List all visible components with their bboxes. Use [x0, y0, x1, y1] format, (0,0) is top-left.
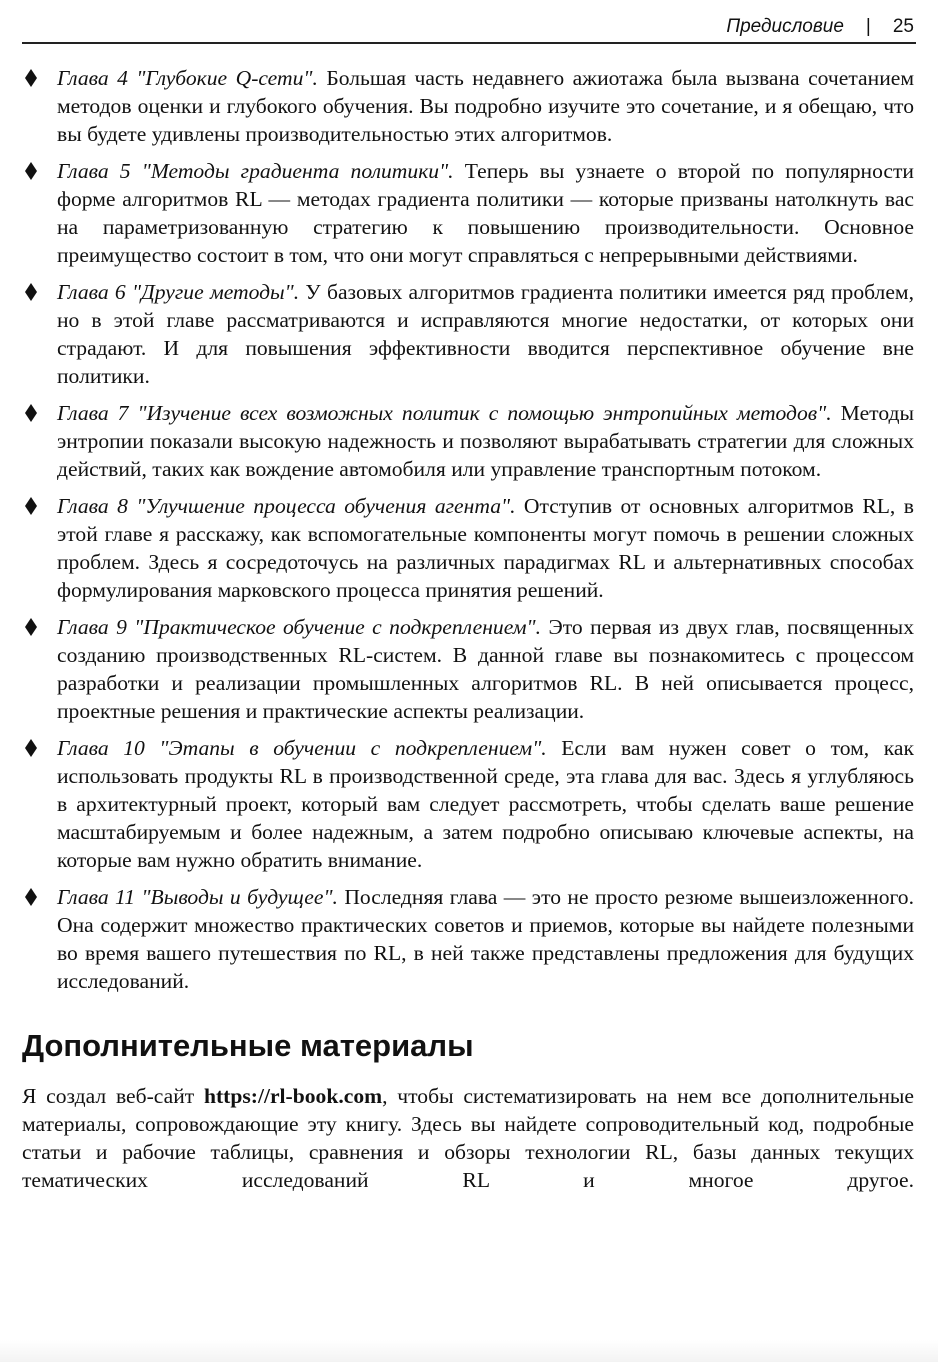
chapter-title: Глава 9 "Практическое обучение с подкреплением". [57, 615, 542, 639]
diamond-bullet-icon [24, 496, 38, 516]
chapter-title: Глава 4 "Глубокие Q-сети". [57, 66, 318, 90]
chapter-description: У базовых алгоритмов градиента политики имеется ряд проблем, но в этой главе рассматриваются и исправляются многие недостатки, от которых они страдают. И для повышения эффективности вводится перспективное обучение вне политики. [57, 280, 914, 388]
chapter-title: Глава 8 "Улучшение процесса обучения агента". [57, 494, 516, 518]
chapter-description: Методы энтропии показали высокую надежность и позволяют вырабатывать стратегии для сложных действий, таких как вождение автомобиля или управление транспортным потоком. [57, 401, 914, 481]
chapter-title: Глава 10 "Этапы в обучении с подкреплением". [57, 736, 547, 760]
chapter-item-4 [22, 64, 914, 148]
running-header [22, 0, 916, 44]
diamond-bullet-icon [24, 403, 38, 423]
diamond-bullet-icon [24, 282, 38, 302]
diamond-bullet-icon [24, 887, 38, 907]
section-heading: Дополнительные материалы [22, 1028, 474, 1063]
chapter-item-6 [22, 278, 914, 390]
chapter-item-8 [22, 492, 914, 604]
page-content [22, 64, 914, 1194]
chapter-item-11 [22, 883, 914, 995]
diamond-bullet-icon [24, 68, 38, 88]
paragraph-rest: , чтобы систематизировать на нем все дополнительные материалы, сопровождающие эту книгу. Здесь вы найдете сопроводительный код, подробные статьи и рабочие таблицы, сравнения и обзоры технологии RL, базы данных текущих тематических исследований RL и многое другое. [22, 1084, 914, 1192]
page-bottom-edge [0, 1340, 938, 1362]
chapter-description: Большая часть недавнего ажиотажа была вызвана сочетанием методов оценки и глубокого обучения. Вы подробно изучите это сочетание, и я обещаю, что вы будете удивлены производительностью этих алгоритмов. [57, 66, 914, 146]
chapter-item-9 [22, 613, 914, 725]
chapter-item-10 [22, 734, 914, 874]
chapter-item-7 [22, 399, 914, 483]
page-number: 25 [892, 16, 914, 37]
chapter-description: Теперь вы узнаете о второй по популярности форме алгоритмов RL — методах градиента политики — которые призваны натолкнуть вас на параметризованную стратегию к повышению производительности. Основное преимущество состоит в том, что они могут справляться с непрерывными действиями. [57, 159, 914, 267]
chapter-list [22, 64, 914, 995]
chapter-description: Это первая из двух глав, посвященных созданию производственных RL-систем. В данной главе вы познакомитесь с процессом разработки и реализации промышленных алгоритмов RL. В ней описывается процесс, проектные решения и практические аспекты реализации. [57, 615, 914, 723]
chapter-description: Последняя глава — это не просто резюме вышеизложенного. Она содержит множество практических советов и приемов, которые вы найдете полезными во время вашего путешествия по RL, в ней также представлены предложения для будущих исследований. [57, 885, 914, 993]
section-paragraph [22, 1082, 914, 1194]
chapter-description: Отступив от основных алгоритмов RL, в этой главе я расскажу, как вспомогательные компоненты могут помочь в решении сложных проблем. Здесь я сосредоточусь на различных парадигмах RL и альтернативных способах формулирования марковского процесса принятия решений. [57, 494, 914, 602]
website-link[interactable]: https://rl-book.com [203, 1084, 383, 1108]
chapter-item-5 [22, 157, 914, 269]
diamond-bullet-icon [24, 738, 38, 758]
header-right [726, 16, 914, 38]
header-separator: | [865, 16, 871, 37]
paragraph-intro: Я создал веб-сайт [22, 1084, 204, 1108]
chapter-title: Глава 7 "Изучение всех возможных политик с помощью энтропийных методов". [57, 401, 832, 425]
chapter-title: Глава 6 "Другие методы". [57, 280, 300, 304]
diamond-bullet-icon [24, 617, 38, 637]
chapter-description: Если вам нужен совет о том, как использовать продукты RL в производственной среде, эта глава для вас. Здесь я углубляюсь в архитектурный проект, который вам следует рассмотреть, чтобы сделать ваше решение масштабируемым и более надежным, а затем подробно описываю ключевые аспекты, на которые вам нужно обратить внимание. [57, 736, 914, 872]
header-section-title: Предисловие [726, 16, 844, 37]
chapter-title: Глава 5 "Методы градиента политики". [57, 159, 454, 183]
diamond-bullet-icon [24, 161, 38, 181]
chapter-title: Глава 11 "Выводы и будущее". [57, 885, 338, 909]
